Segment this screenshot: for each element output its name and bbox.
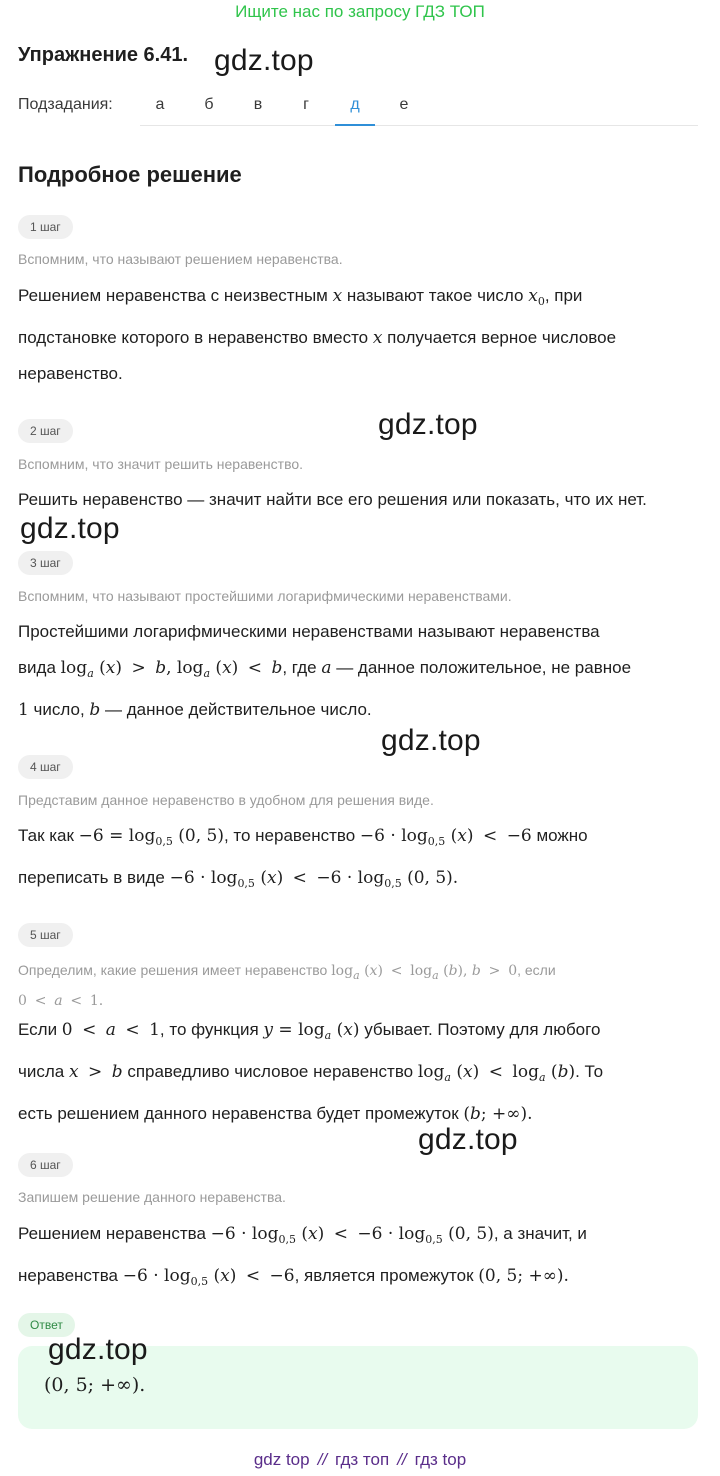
step-1-badge bbox=[18, 215, 73, 239]
step-6-text: Решением неравенства $-6 \cdot \log_{0,5} (x) < -6 \cdot \log_{0,5} (0$, 5), а значит, и неравенства $-6 \cdot \log_{0,5} (x) < -6$, является промежуток (0, 5; +∞). bbox=[18, 1224, 587, 1288]
answer-value: (0, 5; +∞). bbox=[44, 1374, 146, 1396]
watermark: gdz.top bbox=[48, 1333, 148, 1366]
step-badge: 1 шаг bbox=[18, 215, 73, 239]
step-badge: 3 шаг bbox=[18, 551, 73, 575]
step-1-text: Решением неравенства с неизвестным x называют такое число $x_0$, при подстановке которого в неравенство вместо x получается верное числовое неравенство. bbox=[18, 286, 617, 383]
subtask-tab-d[interactable]: д bbox=[335, 96, 375, 126]
step-4-text: Так как $-6 = \log_{0,5} (0$, 5), то неравенство $-6 \cdot \log_{0,5} (x) < -6$ можно переписать в виде $-6 \cdot \log_{0,5} (x) < -6 \cdot \log_{0,5} (0$, 5). bbox=[18, 826, 588, 890]
step-1-hint: Вспомним, что называют решением неравенства. bbox=[18, 251, 343, 267]
step-5-text: Если 0 < a < 1, то функция $y = \log_a (x)$ убывает. Поэтому для любого числа x > b справедливо числовое неравенство $\log_a (x) < \log_a (b)$. То есть решением данного неравенства будет промежуток (b; +∞). bbox=[18, 1020, 604, 1124]
step-4-hint: Представим данное неравенство в удобном для решения виде. bbox=[18, 792, 434, 808]
footer-separator: // bbox=[317, 1450, 328, 1469]
watermark: gdz.top bbox=[20, 512, 120, 545]
step-4-badge bbox=[18, 755, 73, 779]
subtask-tab-g[interactable]: г bbox=[303, 96, 309, 113]
subtasks-label: Подзадания: bbox=[18, 96, 113, 113]
promo-banner[interactable]: Ищите нас по запросу ГДЗ ТОП bbox=[235, 2, 485, 21]
step-5-hint: Определим, какие решения имеет неравенство $\log_a (x) < \log_a (b)$, b > 0, если 0 < a < 1. bbox=[18, 962, 556, 1009]
step-5-badge bbox=[18, 923, 73, 947]
step-2-hint: Вспомним, что значит решить неравенство. bbox=[18, 456, 304, 472]
footer-separator: // bbox=[397, 1450, 407, 1469]
step-3-hint: Вспомним, что называют простейшими логарифмическими неравенствами. bbox=[18, 588, 512, 604]
footer-links bbox=[0, 1450, 720, 1470]
step-badge: 5 шаг bbox=[18, 923, 73, 947]
watermark: gdz.top bbox=[378, 408, 478, 441]
step-badge: 4 шаг bbox=[18, 755, 73, 779]
step-badge: 6 шаг bbox=[18, 1153, 73, 1177]
step-badge: 2 шаг bbox=[18, 419, 73, 443]
subtask-tab-v[interactable]: в bbox=[253, 96, 263, 113]
step-3-text: Простейшими логарифмическими неравенствами называют неравенства вида $\log_a (x) > b$, $\log_a (x) < b$, где a — данное положительное, не равное 1 число, b — данное действительное число. bbox=[18, 622, 632, 720]
step-2-badge bbox=[18, 419, 73, 443]
footer-link-gdz-top-ru[interactable]: гдз топ bbox=[335, 1450, 390, 1469]
step-6-hint: Запишем решение данного неравенства. bbox=[18, 1189, 286, 1205]
step-6-badge bbox=[18, 1153, 73, 1177]
watermark: gdz.top bbox=[214, 44, 314, 77]
footer-link-gdz-top[interactable]: gdz top bbox=[253, 1450, 310, 1469]
watermark: gdz.top bbox=[381, 724, 481, 757]
exercise-title: Упражнение 6.41. bbox=[18, 44, 189, 66]
subtask-tab-a[interactable]: а bbox=[155, 96, 165, 113]
step-2-text: Решить неравенство — значит найти все его решения или показать, что их нет. bbox=[18, 490, 647, 509]
subtask-tab-e[interactable]: е bbox=[399, 96, 409, 113]
footer-link-gdz-top-mixed[interactable]: гдз top bbox=[414, 1450, 467, 1469]
step-3-badge bbox=[18, 551, 73, 575]
answer-label: Ответ bbox=[18, 1313, 75, 1337]
subtasks-tabs bbox=[140, 86, 698, 126]
subtask-tab-b[interactable]: б bbox=[204, 96, 214, 113]
solution-heading: Подробное решение bbox=[18, 162, 242, 187]
watermark: gdz.top bbox=[418, 1123, 518, 1156]
